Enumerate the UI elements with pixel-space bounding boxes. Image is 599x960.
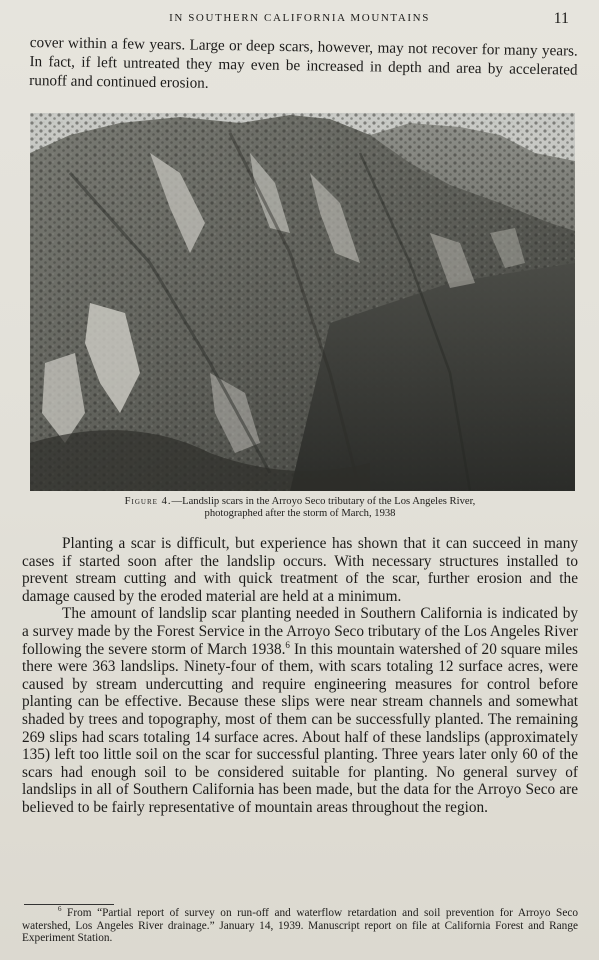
mountain-landslip-photo [30, 113, 575, 491]
figure-caption-line2: photographed after the storm of March, 1938 [204, 508, 396, 519]
footnote-rule [24, 904, 114, 905]
paragraph-survey-part2: In this mountain watershed of 20 square miles there were 363 landslips. Ninety-four of them, with scars totaling 12 surface acres, were caused by stream undercutting and require engineering measures for control before planting can be effective. Because these slips were near stream channels and somewhat shaded by trees and topography, most of them can be successfully planted. The remaining 269 slips had scars totaling 14 surface acres. About half of these landslips (approximately 135) left too little soil on the scar for successful planting. Three years later only 60 of the scars had enough soil to be considered suitable for planting. No general survey of landslips in all of Southern California has been made, but the data for the Arroyo Seco are believed to be fairly representative of mountain areas throughout the region. [22, 640, 578, 816]
paragraph-planting: Planting a scar is difficult, but experience has shown that it can succeed in many cases if started soon after the landslip occurs. With necessary structures installed to prevent stream cutting and with quick treatment of the scar, further erosion and the damage caused by the eroded material are held at a minimum. [22, 535, 578, 605]
intro-paragraph: cover within a few years. Large or deep scars, however, may not recover for many years. In fact, if left untreated they may even be increased in depth and area by accelerated runoff and continued erosion. [29, 33, 578, 92]
footnote-marker: 6 [58, 905, 62, 914]
paragraph-survey-part1: The amount of landslip scar planting needed in Southern California is indicated by a survey made by the Forest Service in the Arroyo Seco tributary of the Los Angeles River following the severe storm of March 1938. [22, 605, 578, 658]
footnote [22, 907, 578, 945]
body-text [22, 535, 578, 817]
figure-photograph [30, 113, 575, 491]
running-head [0, 8, 599, 30]
figure-label: Figure 4. [124, 496, 172, 507]
page-number: 11 [553, 10, 569, 27]
footnote-reference: 6 [285, 639, 290, 650]
running-title: IN SOUTHERN CALIFORNIA MOUNTAINS [169, 12, 430, 24]
footnote-text: From “Partial report of survey on run-off and waterflow retardation and soil prevention for Arroyo Seco watershed, Los Angeles River drainage.” January 14, 1939. Manuscript report on file at California Forest and Range Experiment Station. [22, 907, 578, 944]
paragraph-survey [22, 605, 578, 816]
figure-caption [40, 496, 560, 520]
figure-caption-line1: —Landslip scars in the Arroyo Seco tributary of the Los Angeles River, [171, 496, 476, 507]
